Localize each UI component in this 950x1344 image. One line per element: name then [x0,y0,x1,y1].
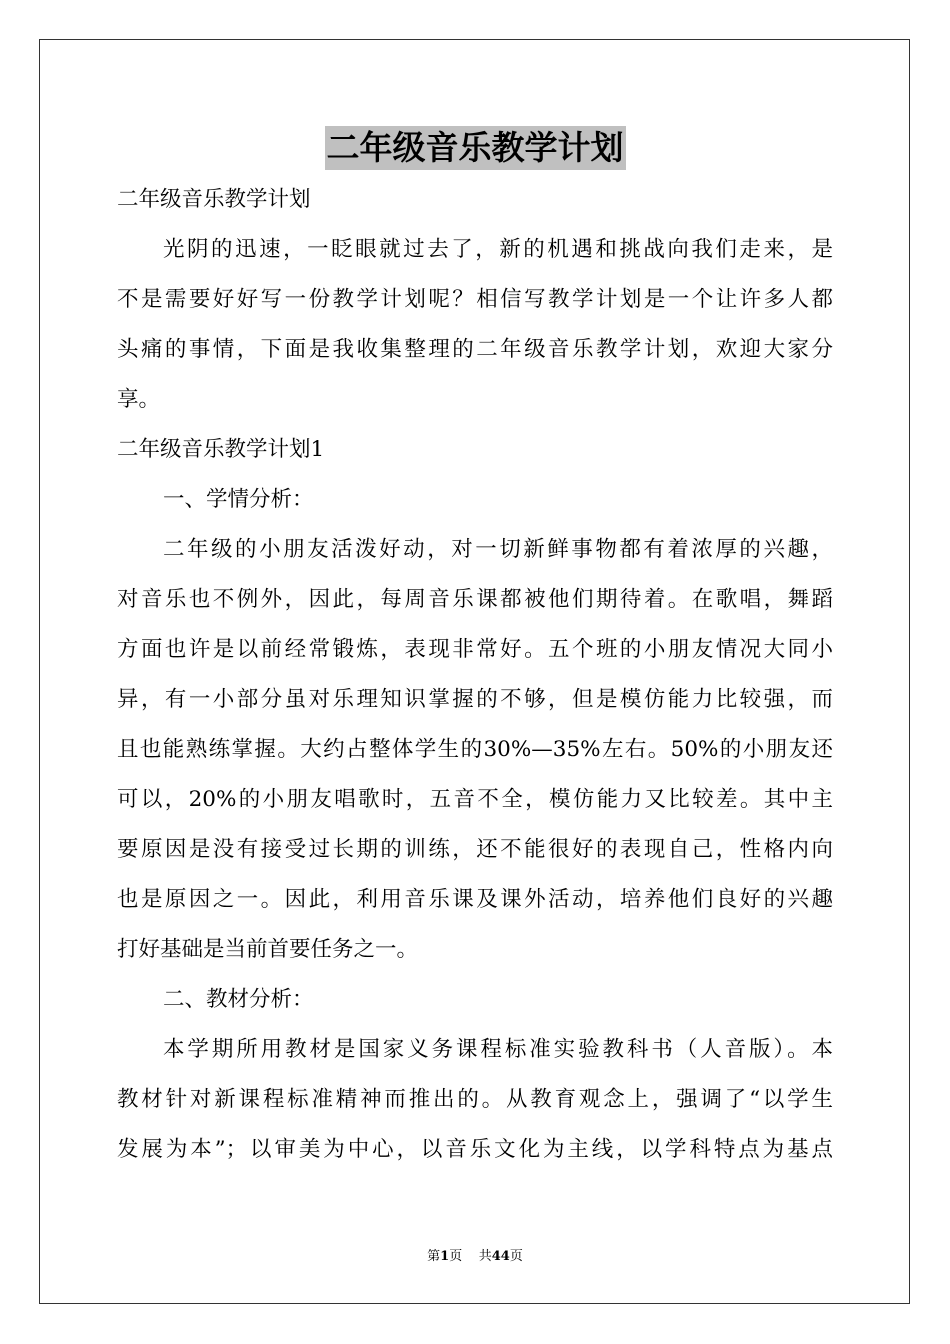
footer-page-suffix: 页 [449,1249,463,1264]
text-line: 方面也许是以前经常锻炼，表现非常好。五个班的小朋友情况大同小 [117,637,833,662]
document-title: 二年级音乐教学计划 [325,126,626,170]
footer-total-suffix: 页 [509,1249,523,1264]
text-line: 教材针对新课程标准精神而推出的。从教育观念上，强调了“以学生 [117,1087,833,1112]
title-wrap [0,126,950,170]
document-body [117,175,833,1175]
text-line: 发展为本”；以审美为中心，以音乐文化为主线，以学科特点为基点 [117,1137,833,1162]
page-footer [0,1248,950,1266]
text-line: 二年级的小朋友活泼好动，对一切新鲜事物都有着浓厚的兴趣， [163,537,833,562]
text-line: 本学期所用教材是国家义务课程标准实验教科书（人音版）。本 [163,1037,833,1062]
text-line: 打好基础是当前首要任务之一。 [117,937,419,962]
text-line: 二、教材分析： [163,987,314,1012]
text-line: 二年级音乐教学计划 [117,187,311,212]
text-line: 享。 [117,387,161,412]
text-line: 且也能熟练掌握。大约占整体学生的30%—35%左右。50%的小朋友还 [117,737,833,762]
footer-total-prefix: 共 [478,1249,492,1264]
footer-page-number: 1 [440,1249,450,1264]
text-line: 也是原因之一。因此，利用音乐课及课外活动，培养他们良好的兴趣 [117,887,833,912]
footer-total-pages: 44 [491,1249,510,1264]
text-line: 不是需要好好写一份教学计划呢？相信写教学计划是一个让许多人都 [117,287,833,312]
text-line: 异，有一小部分虽对乐理知识掌握的不够，但是模仿能力比较强，而 [117,687,833,712]
text-line: 要原因是没有接受过长期的训练，还不能很好的表现自己，性格内向 [117,837,833,862]
footer-page-prefix: 第 [427,1249,441,1264]
text-line: 二年级音乐教学计划1 [117,437,325,462]
text-line: 头痛的事情，下面是我收集整理的二年级音乐教学计划，欢迎大家分 [117,337,833,362]
text-line: 光阴的迅速，一眨眼就过去了，新的机遇和挑战向我们走来，是 [163,237,833,262]
text-line: 一、学情分析： [163,487,314,512]
text-line: 对音乐也不例外，因此，每周音乐课都被他们期待着。在歌唱，舞蹈 [117,587,833,612]
text-line: 可以，20%的小朋友唱歌时，五音不全，模仿能力又比较差。其中主 [117,787,833,812]
